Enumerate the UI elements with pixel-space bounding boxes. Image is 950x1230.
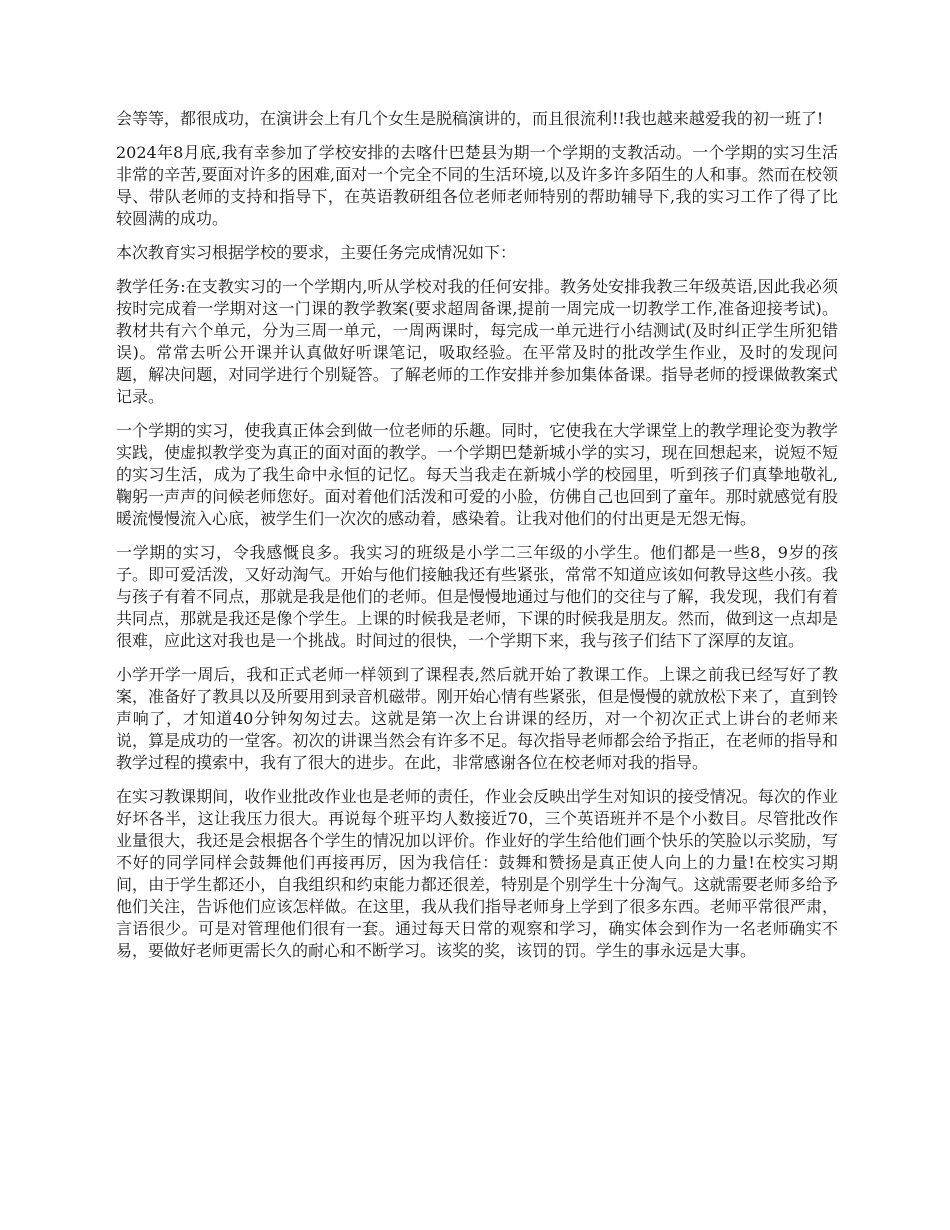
- paragraph-4: 教学任务:在支教实习的一个学期内,听从学校对我的任何安排。教务处安排我教三年级英语,因此我必须按时完成着一学期对这一门课的教学教案(要求超周备课,提前一周完成一切教学工作,准备迎接考试)。教材共有六个单元，分为三周一单元，一周两课时，每完成一单元进行小结测试(及时纠正学生所犯错误)。常常去听公开课并认真做好听课笔记，吸取经验。在平常及时的批改学生作业，及时的发现问题，解决问题，对同学进行个别疑答。了解老师的工作安排并参加集体备课。指导老师的授课做教案式记录。: [116, 277, 838, 406]
- paragraph-7: 小学开学一周后，我和正式老师一样领到了课程表,然后就开始了教课工作。上课之前我已经写好了教案，准备好了教具以及所要用到录音机磁带。刚开始心情有些紧张，但是慢慢的就放松下来了，直到铃声响了，才知道40分钟匆匆过去。这就是第一次上台讲课的经历，对一个初次正式上讲台的老师来说，算是成功的一堂客。初次的讲课当然会有许多不足。每次指导老师都会给予指正，在老师的指导和教学过程的摸索中，我有了很大的进步。在此，非常感谢各位在校老师对我的指导。: [116, 665, 838, 772]
- paragraph-3: 本次教育实习根据学校的要求，主要任务完成情况如下：: [116, 243, 517, 262]
- paragraph-6: 一学期的实习，令我感慨良多。我实习的班级是小学二三年级的小学生。他们都是一些8，9岁的孩子。即可爱活泼，又好动淘气。开始与他们接触我还有些紧张，常常不知道应该如何教导这些小孩。我与孩子有着不同点，那就是我是他们的老师。但是慢慢地通过与他们的交往与了解，我发现，我们有着共同点，那就是我还是像个学生。上课的时候我是老师，下课的时候我是朋友。然而，做到这一点却是很难，应此这对我也是一个挑战。时间过的很快，一个学期下来，我与孩子们结下了深厚的友谊。: [116, 543, 838, 650]
- document-body: [116, 108, 838, 974]
- paragraph-2: 2024年8月底,我有幸参加了学校安排的去喀什巴楚县为期一个学期的支教活动。一个学期的实习生活非常的辛苦,要面对许多的困难,面对一个完全不同的生活环境,以及许多许多陌生的人和事。然而在校领导、带队老师的支持和指导下，在英语教研组各位老师老师特别的帮助辅导下,我的实习工作了得了比较圆满的成功。: [116, 143, 838, 228]
- paragraph-1: 会等等，都很成功，在演讲会上有几个女生是脱稿演讲的，而且很流利!!我也越来越爱我的初一班了!: [116, 109, 824, 128]
- paragraph-8: 在实习教课期间，收作业批改作业也是老师的责任，作业会反映出学生对知识的接受情况。每次的作业好坏各半，这让我压力很大。再说每个班平均人数接近70，三个英语班并不是个小数目。尽管批改作业量很大，我还是会根据各个学生的情况加以评价。作业好的学生给他们画个快乐的笑脸以示奖励，写不好的同学同样会鼓舞他们再接再厉，因为我信任：鼓舞和赞扬是真正使人向上的力量!在校实习期间，由于学生都还小，自我组织和约束能力都还很差，特别是个别学生十分淘气。这就需要老师多给予他们关注，告诉他们应该怎样做。在这里，我从我们指导老师身上学到了很多东西。老师平常很严肃，言语很少。可是对管理他们很有一套。通过每天日常的观察和学习，确实体会到作为一名老师确实不易，要做好老师更需长久的耐心和不断学习。该奖的奖，该罚的罚。学生的事永远是大事。: [116, 787, 838, 960]
- paragraph-5: 一个学期的实习，使我真正体会到做一位老师的乐趣。同时，它使我在大学课堂上的教学理论变为教学实践，使虚拟教学变为真正的面对面的教学。一个学期巴楚新城小学的实习，现在回想起来，说短不短的实习生活，成为了我生命中永恒的记忆。每天当我走在新城小学的校园里，听到孩子们真挚地敬礼,鞠躬一声声的问候老师您好。面对着他们活泼和可爱的小脸，仿佛自己也回到了童年。那时就感觉有股暖流慢慢流入心底，被学生们一次次的感动着，感染着。让我对他们的付出更是无怨无悔。: [116, 421, 838, 528]
